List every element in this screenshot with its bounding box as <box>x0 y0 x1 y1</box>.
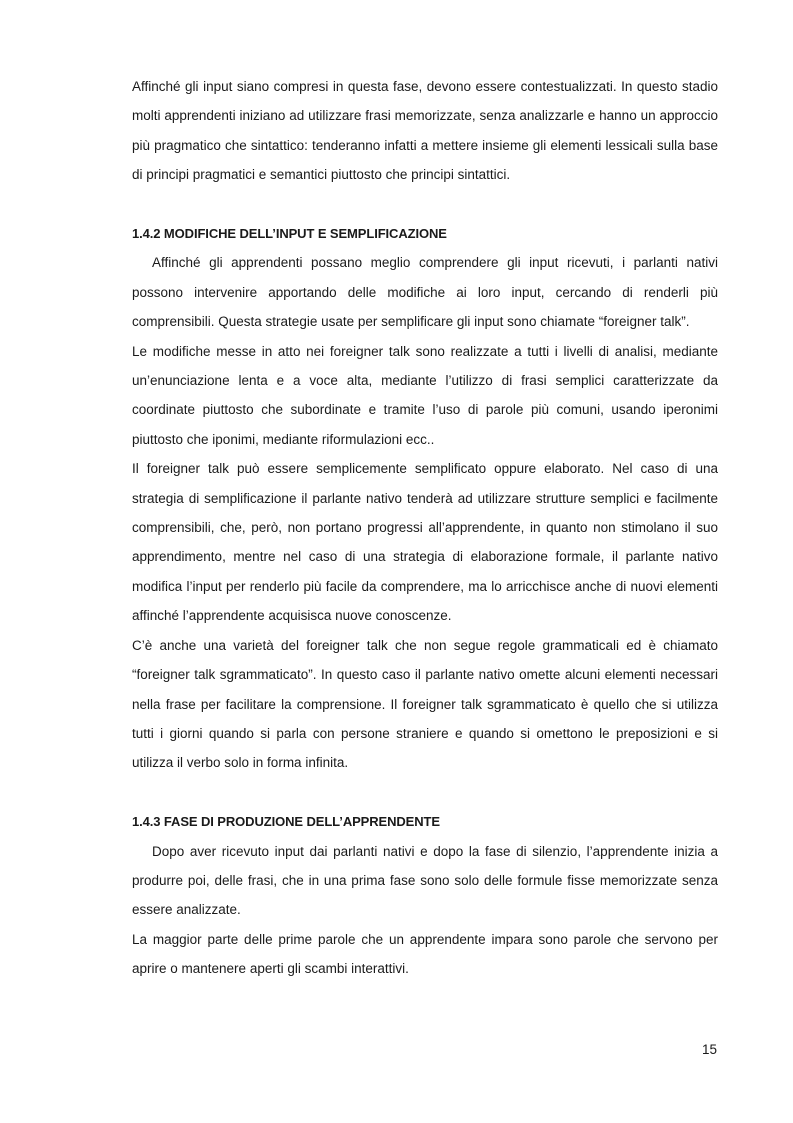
section-heading-1-4-2: 1.4.2 MODIFICHE DELL’INPUT E SEMPLIFICAZIONE <box>132 226 447 242</box>
paragraph-foreigner-talk-sgrammaticato: C’è anche una varietà del foreigner talk che non segue regole grammaticali ed è chiamato “foreigner talk sgrammaticato”. In questo caso il parlante nativo omette alcuni elementi necessari nella frase per facilitare la comprensione. Il foreigner talk sgrammaticato è quello che si utilizza tutti i giorni quando si parla con persone straniere e quando si omettono le preposizioni e si utilizza il verbo solo in forma infinita. <box>132 637 718 771</box>
paragraph-intro: Affinché gli input siano compresi in questa fase, devono essere contestualizzati. In questo stadio molti apprendenti iniziano ad utilizzare frasi memorizzate, senza analizzarle e hanno un approccio più pragmatico che sintattico: tenderanno infatti a mettere insieme gli elementi lessicali sulla base di principi pragmatici e semantici piuttosto che principi sintattici. <box>132 79 718 183</box>
section-gap <box>132 190 718 219</box>
paragraph-modifiche-livelli: Le modifiche messe in atto nei foreigner talk sono realizzate a tutti i livelli di analisi, mediante un’enunciazione lenta e a voce alta, mediante l’utilizzo di frasi semplici caratterizzate da coordinate piuttosto che subordinate e tramite l’uso di parole più comuni, usando iperonimi piuttosto che iponimi, mediante riformulazioni ecc.. <box>132 343 718 447</box>
section-gap <box>132 778 718 807</box>
paragraph-produzione-intro: Dopo aver ricevuto input dai parlanti nativi e dopo la fase di silenzio, l’apprendente inizia a produrre poi, delle frasi, che in una prima fase sono solo delle formule fisse memorizzate senza essere analizzate. <box>132 843 718 918</box>
paragraph-foreigner-talk-tipi: Il foreigner talk può essere semplicemente semplificato oppure elaborato. Nel caso di una strategia di semplificazione il parlante nativo tenderà ad utilizzare strutture semplici e facilmente comprensibili, che, però, non portano progressi all’apprendente, in quanto non stimolano il suo apprendimento, mentre nel caso di una strategia di elaborazione formale, il parlante nativo modifica l’input per renderlo più facile da comprendere, ma lo arricchisce anche di nuovi elementi affinché l’apprendente acquisisca nuove conoscenze. <box>132 461 718 624</box>
paragraph-modifiche-intro: Affinché gli apprendenti possano meglio comprendere gli input ricevuti, i parlanti nativi possono intervenire apportando delle modifiche ai loro input, cercando di renderli più comprensibili. Questa strategie usate per semplificare gli input sono chiamate “foreigner talk”. <box>132 255 718 330</box>
page-number: 15 <box>701 1042 717 1057</box>
paragraph-prime-parole: La maggior parte delle prime parole che un apprendente impara sono parole che servono per aprire o mantenere aperti gli scambi interattivi. <box>132 931 718 977</box>
section-heading-1-4-3: 1.4.3 FASE DI PRODUZIONE DELL’APPRENDENTE <box>132 814 440 830</box>
page-body <box>132 72 718 984</box>
